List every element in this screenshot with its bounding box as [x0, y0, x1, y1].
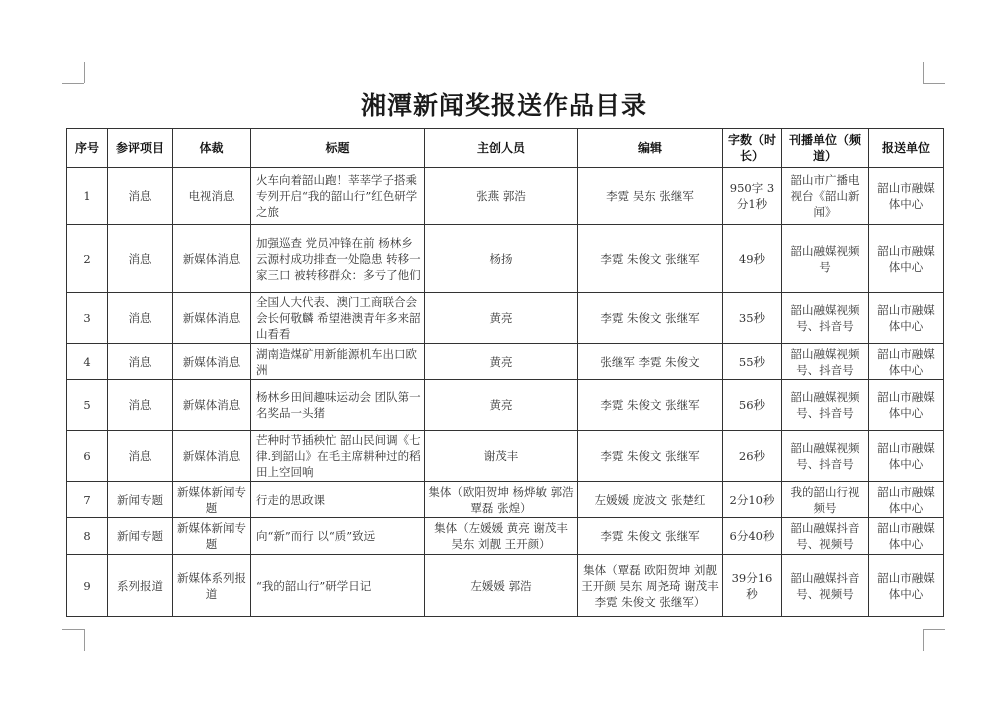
table-row	[67, 482, 944, 518]
cell-creators: 黄亮	[425, 344, 578, 380]
cell-category: 新闻专题	[108, 482, 173, 518]
column-header: 序号	[67, 129, 108, 168]
cell-length: 950字 3分1秒	[723, 168, 782, 225]
cell-submitter: 韶山市融媒体中心	[869, 293, 944, 344]
column-header: 标题	[251, 129, 425, 168]
cell-publisher: 韶山市广播电视台《韶山新闻》	[782, 168, 869, 225]
cell-length: 26秒	[723, 431, 782, 482]
column-header: 编辑	[578, 129, 723, 168]
cell-creators: 集体（欧阳贺坤 杨烨敏 郭浩 覃磊 张煌）	[425, 482, 578, 518]
crop-mark-top-left	[84, 62, 85, 83]
table-row	[67, 344, 944, 380]
cell-submitter: 韶山市融媒体中心	[869, 380, 944, 431]
cell-creators: 集体（左媛媛 黄亮 谢茂丰 吴东 刘靓 王开颜）	[425, 518, 578, 555]
cell-no: 4	[67, 344, 108, 380]
table-row	[67, 293, 944, 344]
cell-editors: 李霓 朱俊文 张继军	[578, 431, 723, 482]
crop-mark-bottom-left	[62, 629, 84, 630]
cell-length: 55秒	[723, 344, 782, 380]
table-row	[67, 518, 944, 555]
cell-title: 向“新”而行 以“质”致远	[251, 518, 425, 555]
cell-genre: 新媒体消息	[173, 380, 251, 431]
cell-title: 湖南造煤矿用新能源机车出口欧洲	[251, 344, 425, 380]
cell-length: 35秒	[723, 293, 782, 344]
cell-publisher: 韶山融媒视频号、抖音号	[782, 431, 869, 482]
cell-submitter: 韶山市融媒体中心	[869, 482, 944, 518]
cell-publisher: 韶山融媒视频号、抖音号	[782, 380, 869, 431]
cell-editors: 张继军 李霓 朱俊文	[578, 344, 723, 380]
cell-creators: 谢茂丰	[425, 431, 578, 482]
cell-length: 56秒	[723, 380, 782, 431]
catalog-table	[66, 128, 944, 617]
cell-category: 消息	[108, 431, 173, 482]
crop-mark-bottom-right	[923, 629, 924, 651]
cell-length: 39分16秒	[723, 555, 782, 617]
cell-title: 火车向着韶山跑！莘莘学子搭乘专列开启“我的韶山行”红色研学之旅	[251, 168, 425, 225]
crop-mark-bottom-right	[923, 629, 945, 630]
table-row	[67, 225, 944, 293]
crop-mark-top-right	[923, 62, 924, 83]
document-title: 湘潭新闻奖报送作品目录	[360, 91, 647, 120]
cell-publisher: 韶山融媒视频号	[782, 225, 869, 293]
cell-creators: 左媛媛 郭浩	[425, 555, 578, 617]
cell-creators: 杨扬	[425, 225, 578, 293]
cell-submitter: 韶山市融媒体中心	[869, 168, 944, 225]
cell-category: 消息	[108, 344, 173, 380]
cell-category: 系列报道	[108, 555, 173, 617]
cell-length: 2分10秒	[723, 482, 782, 518]
cell-genre: 新媒体消息	[173, 225, 251, 293]
cell-genre: 电视消息	[173, 168, 251, 225]
cell-category: 新闻专题	[108, 518, 173, 555]
cell-category: 消息	[108, 380, 173, 431]
cell-genre: 新媒体系列报道	[173, 555, 251, 617]
cell-publisher: 韶山融媒抖音号、视频号	[782, 555, 869, 617]
cell-no: 7	[67, 482, 108, 518]
column-header: 刊播单位（频道）	[782, 129, 869, 168]
cell-no: 1	[67, 168, 108, 225]
cell-editors: 集体（覃磊 欧阳贺坤 刘靓 王开颜 吴东 周尧琦 谢茂丰 李霓 朱俊文 张继军）	[578, 555, 723, 617]
cell-publisher: 韶山融媒抖音号、视频号	[782, 518, 869, 555]
cell-category: 消息	[108, 293, 173, 344]
table-header-row	[67, 129, 944, 168]
cell-title: 行走的思政课	[251, 482, 425, 518]
cell-title: “我的韶山行”研学日记	[251, 555, 425, 617]
column-header: 字数（时长）	[723, 129, 782, 168]
cell-publisher: 韶山融媒视频号、抖音号	[782, 293, 869, 344]
cell-genre: 新媒体消息	[173, 431, 251, 482]
table-row	[67, 555, 944, 617]
cell-submitter: 韶山市融媒体中心	[869, 344, 944, 380]
table-row	[67, 168, 944, 225]
cell-genre: 新媒体消息	[173, 293, 251, 344]
cell-no: 8	[67, 518, 108, 555]
cell-length: 6分40秒	[723, 518, 782, 555]
cell-submitter: 韶山市融媒体中心	[869, 225, 944, 293]
column-header: 报送单位	[869, 129, 944, 168]
cell-creators: 黄亮	[425, 293, 578, 344]
cell-no: 2	[67, 225, 108, 293]
column-header: 主创人员	[425, 129, 578, 168]
cell-no: 9	[67, 555, 108, 617]
cell-genre: 新媒体新闻专题	[173, 518, 251, 555]
cell-publisher: 韶山融媒视频号、抖音号	[782, 344, 869, 380]
cell-editors: 李霓 朱俊文 张继军	[578, 225, 723, 293]
crop-mark-bottom-left	[84, 629, 85, 651]
cell-title: 全国人大代表、澳门工商联合会会长何敬麟 希望港澳青年多来韶山看看	[251, 293, 425, 344]
cell-genre: 新媒体新闻专题	[173, 482, 251, 518]
cell-submitter: 韶山市融媒体中心	[869, 431, 944, 482]
cell-editors: 左媛媛 庞波文 张楚红	[578, 482, 723, 518]
cell-title: 杨林乡田间趣味运动会 团队第一名奖品一头猪	[251, 380, 425, 431]
cell-editors: 李霓 朱俊文 张继军	[578, 518, 723, 555]
cell-creators: 张燕 郭浩	[425, 168, 578, 225]
crop-mark-top-right	[923, 83, 945, 84]
cell-submitter: 韶山市融媒体中心	[869, 518, 944, 555]
cell-no: 6	[67, 431, 108, 482]
cell-submitter: 韶山市融媒体中心	[869, 555, 944, 617]
cell-category: 消息	[108, 225, 173, 293]
cell-category: 消息	[108, 168, 173, 225]
cell-title: 加强巡查 党员冲锋在前 杨林乡云源村成功排查一处隐患 转移一家三口 被转移群众：多亏了他们	[251, 225, 425, 293]
cell-creators: 黄亮	[425, 380, 578, 431]
column-header: 体裁	[173, 129, 251, 168]
cell-editors: 李霓 朱俊文 张继军	[578, 380, 723, 431]
column-header: 参评项目	[108, 129, 173, 168]
cell-editors: 李霓 吴东 张继军	[578, 168, 723, 225]
cell-title: 芒种时节插秧忙 韶山民间调《七律.到韶山》在毛主席耕种过的稻田上空回响	[251, 431, 425, 482]
cell-length: 49秒	[723, 225, 782, 293]
table-row	[67, 431, 944, 482]
crop-mark-top-left	[62, 83, 84, 84]
cell-editors: 李霓 朱俊文 张继军	[578, 293, 723, 344]
cell-no: 3	[67, 293, 108, 344]
cell-genre: 新媒体消息	[173, 344, 251, 380]
cell-publisher: 我的韶山行视频号	[782, 482, 869, 518]
cell-no: 5	[67, 380, 108, 431]
table-row	[67, 380, 944, 431]
